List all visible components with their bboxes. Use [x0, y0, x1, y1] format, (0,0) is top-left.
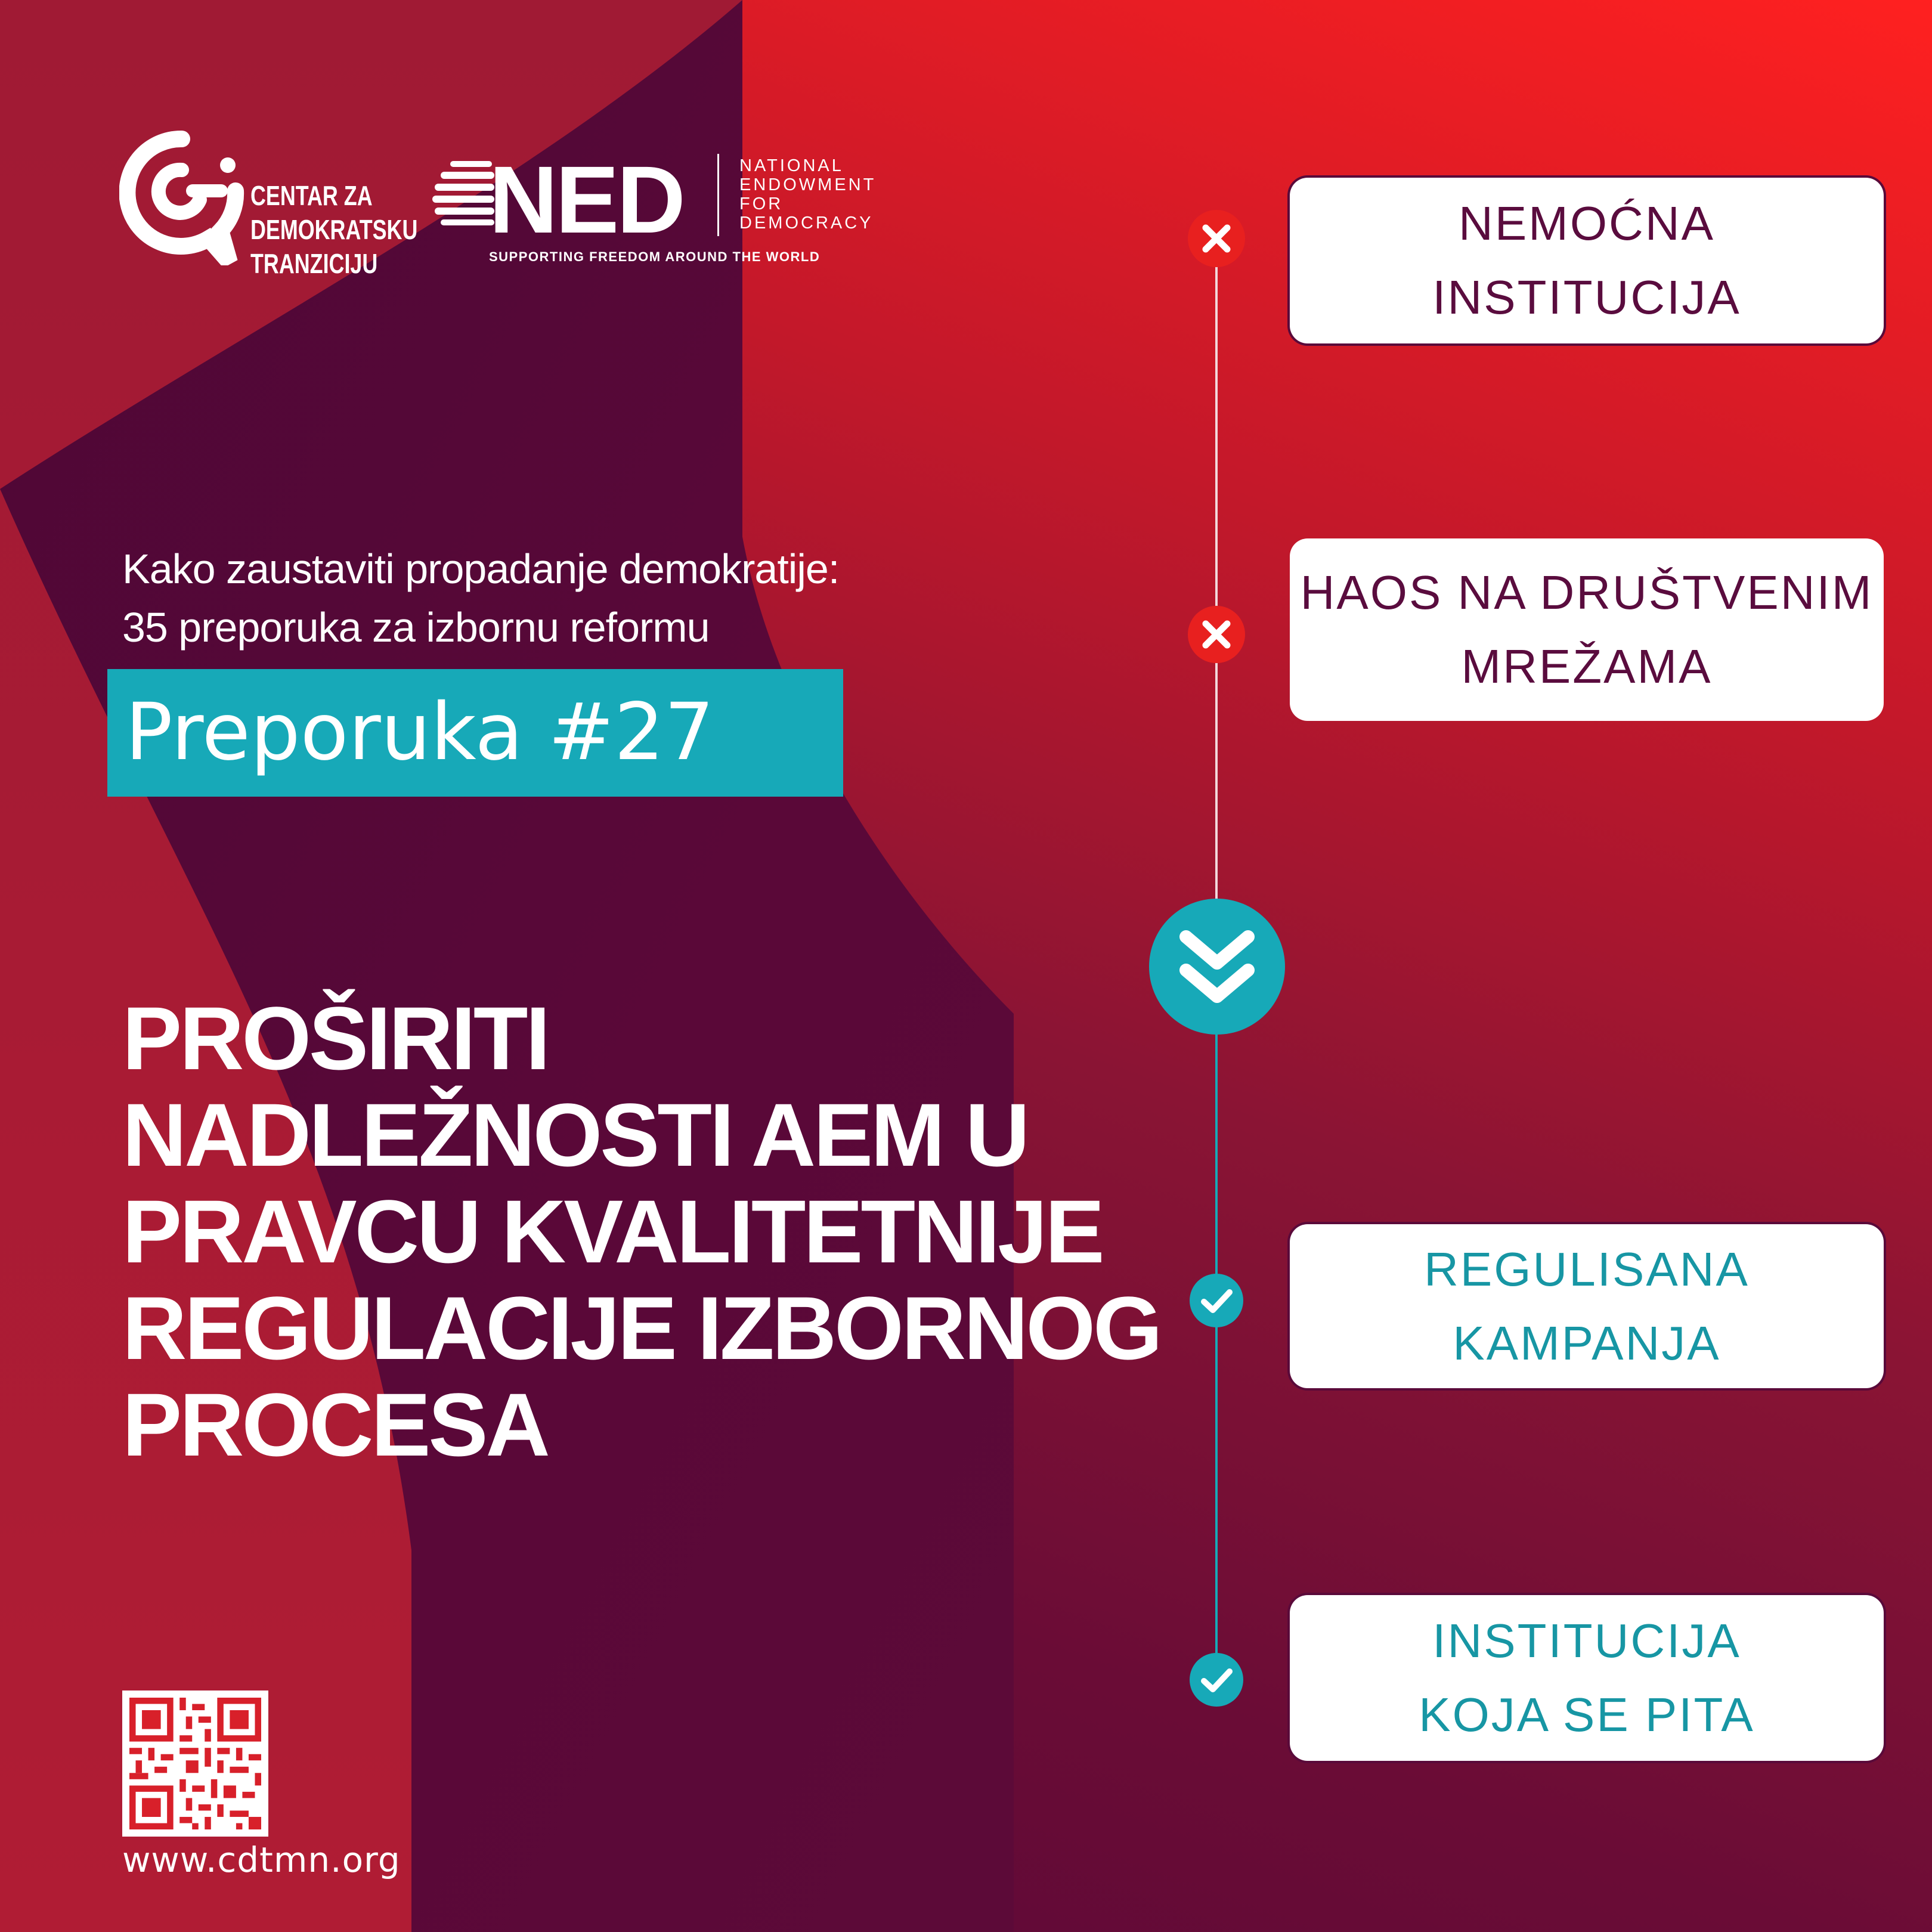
- timeline-line-bottom: [1215, 1026, 1218, 1676]
- check-icon: [1188, 1272, 1244, 1329]
- before-card-powerless-institution: [1290, 178, 1884, 343]
- headline-line-4: REGULACIJE IZBORNOG: [122, 1278, 1160, 1378]
- qr-code[interactable]: [122, 1690, 268, 1837]
- x-icon: [1187, 605, 1246, 664]
- subtitle-line-1: Kako zaustaviti propadanje demokratije:: [122, 546, 840, 592]
- card-line-1: REGULISANA: [1424, 1242, 1750, 1296]
- cdt-line-3: TRANZICIJU: [250, 248, 378, 279]
- x-icon: [1187, 209, 1246, 268]
- ned-name-3: FOR: [739, 194, 784, 213]
- ned-divider: [717, 154, 719, 236]
- ned-globe-icon: [432, 156, 498, 234]
- ned-name-4: DEMOCRACY: [739, 213, 874, 233]
- before-card-social-media-chaos: [1290, 538, 1884, 721]
- card-line-2: MREŽAMA: [1461, 640, 1713, 693]
- recommendation-badge: [107, 669, 843, 797]
- cdt-logo-icon: [119, 128, 244, 265]
- qr-code-icon: [129, 1698, 261, 1829]
- ned-tagline: SUPPORTING FREEDOM AROUND THE WORLD: [489, 249, 821, 264]
- subtitle: [122, 540, 839, 657]
- card-line-1: INSTITUCIJA: [1432, 1614, 1741, 1667]
- card-line-2: KOJA SE PITA: [1419, 1688, 1755, 1741]
- website-link[interactable]: www.cdtmn.org: [122, 1840, 401, 1880]
- ned-wordmark: NED: [489, 146, 683, 253]
- ned-full-name: [739, 156, 876, 233]
- headline-line-2: NADLEŽNOSTI AEM U: [122, 1085, 1028, 1185]
- card-line-1: HAOS NA DRUŠTVENIM: [1300, 566, 1874, 619]
- check-icon: [1188, 1652, 1244, 1708]
- ned-name-1: NATIONAL: [739, 156, 844, 175]
- headline-line-5: PROCESA: [122, 1374, 548, 1475]
- recommendation-number: Preporuka #27: [125, 686, 714, 778]
- cdt-logo-text: [250, 179, 417, 281]
- card-line-2: KAMPANJA: [1453, 1316, 1721, 1370]
- double-chevron-down-icon: [1148, 897, 1286, 1036]
- after-card-consulted-institution: [1290, 1595, 1884, 1761]
- card-line-1: NEMOĆNA: [1459, 197, 1715, 250]
- card-line-2: INSTITUCIJA: [1432, 271, 1741, 324]
- headline-line-3: PRAVCU KVALITETNIJE: [122, 1181, 1103, 1281]
- ned-name-2: ENDOWMENT: [739, 175, 877, 194]
- cdt-line-2: DEMOKRATSKU: [250, 214, 418, 245]
- headline-line-1: PROŠIRITI: [122, 988, 549, 1088]
- subtitle-line-2: 35 preporuka za izbornu reformu: [122, 604, 710, 651]
- cdt-line-1: CENTAR ZA: [250, 180, 373, 211]
- after-card-regulated-campaign: [1290, 1224, 1884, 1388]
- headline: [122, 990, 1160, 1473]
- timeline-line-top: [1215, 239, 1218, 909]
